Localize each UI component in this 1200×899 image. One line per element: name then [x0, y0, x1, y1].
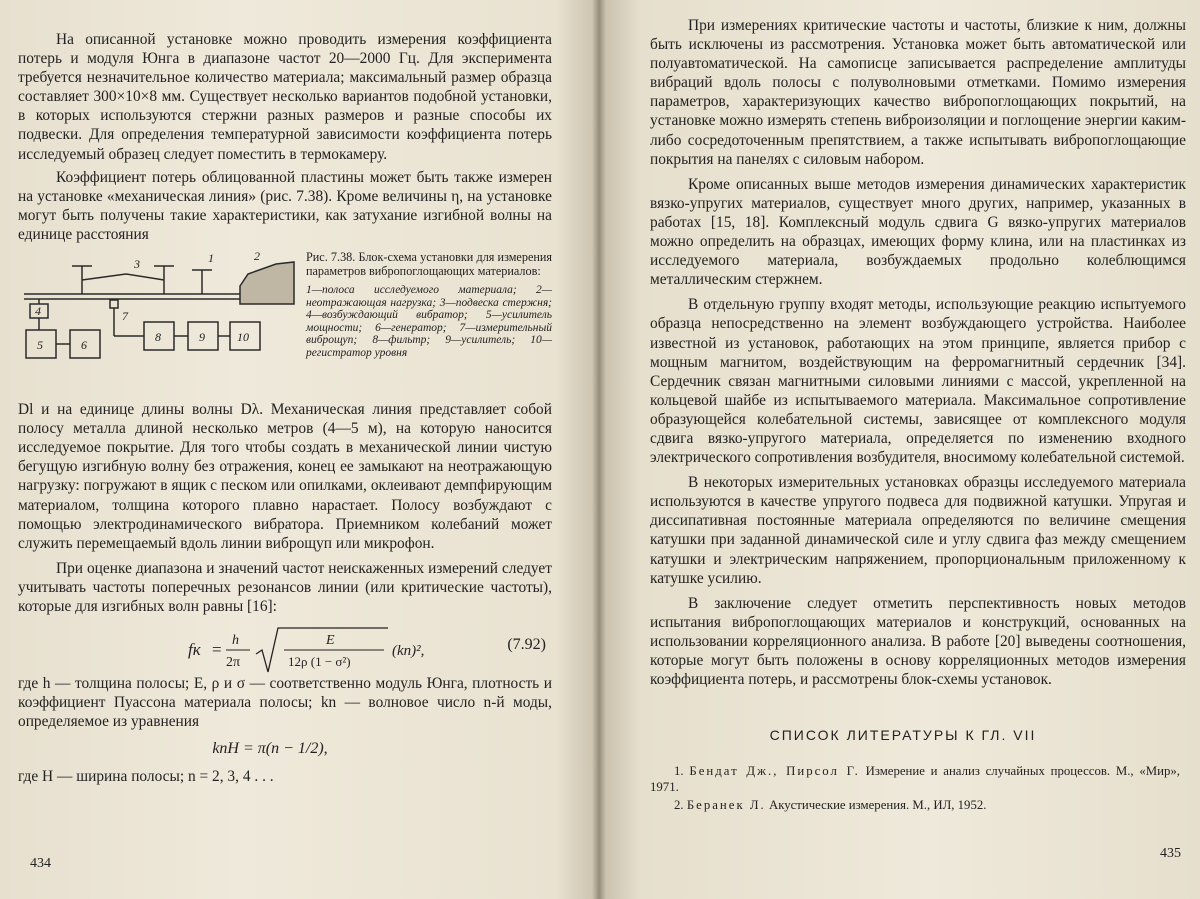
block-diagram: [18, 250, 298, 390]
book-gutter: [592, 0, 606, 899]
paragraph: где H — ширина полосы; n = 2, 3, 4 . . .: [18, 768, 274, 786]
reference-number: 1.: [674, 764, 684, 779]
svg-text:=: =: [212, 640, 222, 660]
equation-number: (7.92): [507, 636, 546, 654]
paragraph: Коэффициент потерь облицованной пластины может быть также измерен на установке «механическая линия» (рис. 7.38). Кроме величины η, на установке могут быть получены такие характеристики, как затухание изгибной волны на единице расстояния: [18, 168, 552, 243]
formula-E: E: [326, 633, 335, 649]
figure-caption: [298, 250, 552, 390]
reference-details: Акустические измерения. М., ИЛ, 1952.: [768, 798, 987, 813]
page-number: 435: [1160, 846, 1181, 861]
paragraph: где h — толщина полосы; E, ρ и σ — соответственно модуль Юнга, плотность и коэффициент Пуассона материала полосы; kn — волновое число n-й моды, определяемое из уравнения: [18, 675, 552, 731]
label-8: 8: [155, 330, 161, 345]
left-page: [0, 0, 598, 899]
formula-kn: knH = π(n − 1/2),: [212, 740, 328, 758]
paragraph: При измерениях критические частоты и частоты, близкие к ним, должны быть исключены из рассмотрения. Установка может быть автоматической или полуавтоматической. На самописце записывается распределение амплитуды вибраций вдоль полосы с полуволновыми отметками. Помимо измерения параметров, характеризующих качество вибропоглощающих покрытий, на установке можно измерять степень виброизоляции и поглощение энергии каким-либо сосредоточенным препятствием, а также испытывать вибропоглощающие покрытия на панелях с силовым набором.: [650, 17, 1186, 168]
paragraph: На описанной установке можно проводить измерения коэффициента потерь и модуля Юнга в диапазоне частот 20—2000 Гц. Для эксперимента требуется незначительное количество материала; максимальный размер образца составляет 300×10×8 мм. Существует несколько вариантов подобной установки, в которых используются стержни разных размеров и разные способы их подвески. Для определения температурной зависимости коэффициента потерь исследуемый образец следует поместить в термокамеру.: [18, 31, 552, 163]
label-5: 5: [37, 338, 43, 353]
label-1: 1: [208, 251, 214, 266]
paragraph: При оценке диапазона и значений частот неискаженных измерений следует учитывать частоты поперечных резонансов линии (или критические частоты), которые для изгибных волн равны [16]:: [18, 559, 552, 615]
paragraph: Кроме описанных выше методов измерения динамических характеристик вязко-упругих материалов, существует много других, например, указанных в работах [15, 18]. Комплексный модуль сдвига G вязко-упругих материалов можно определить на образцах, имеющих форму клина, или на пластинках из исследуемого материала, возбуждаемых продольно колеблющимся металлическим стержнем.: [650, 175, 1186, 289]
bibliography-title: СПИСОК ЛИТЕРАТУРЫ К ГЛ. VII: [769, 727, 1037, 744]
formula-lhs: fк: [188, 640, 201, 660]
paragraph: В некоторых измерительных установках образцы исследуемого материала используются в качестве упругого подвеса для подвижной катушки. Упругая и диссипативная постоянные материала определяются по величине смещения катушки при заданной динамической силе и углу сдвига фаз между смещением катушки и электрическим напряжением, пропорциональным приложенному к катушке усилию.: [650, 474, 1186, 587]
label-6: 6: [81, 338, 87, 353]
formula-7-92: [18, 616, 552, 674]
label-9: 9: [199, 330, 205, 345]
label-3: 3: [134, 257, 140, 272]
label-4: 4: [35, 304, 41, 319]
reference-authors: Бендат Дж., Пирсол Г.: [689, 764, 860, 779]
formula-2pi: 2π: [226, 655, 241, 671]
paragraph: В отдельную группу входят методы, использующие реакцию испытуемого образца непосредственно на элемент возбуждающего устройства. Наиболее известной из установок, работающих на этом принципе, является прибор с мощным магнитом, воздействующим на ферромагнитный сердечник [34]. Сердечник связан магнитными силовыми линиями с массой, укрепленной на кольцевой шайбе из испытываемого материала. Максимальное сопротивление образующейся колебательной системы, зависящее от комплексного модуля сдвига вязко-упругого материала, определяется по изменению входного электрического сопротивления возбудителя, вносимому колебательной системой.: [650, 296, 1186, 467]
label-2: 2: [254, 250, 260, 264]
formula-h: h: [232, 633, 239, 649]
figure-title: Рис. 7.38. Блок-схема установки для измерения параметров вибропоглощающих материалов:: [306, 250, 552, 279]
reference-authors: Беранек Л.: [686, 798, 766, 813]
label-10: 10: [237, 330, 249, 345]
formula-body: [188, 622, 428, 681]
formula-k: (kn)²,: [392, 643, 425, 660]
paragraph: В заключение следует отметить перспективность новых методов испытания вибропоглощающих материалов и конструкций, основанных на использовании корреляционного анализа. В работе [20] выведены соотношения, которые могут быть положены в основу корреляционных методов измерения коэффициента потерь, и рассмотрены блок-схемы установок.: [650, 594, 1186, 689]
formula-denominator: 12ρ (1 − σ²): [288, 654, 351, 670]
reference-item: [650, 797, 1180, 813]
paragraph: Dl и на единице длины волны Dλ. Механическая линия представляет собой полосу металла длиной несколько метров (4—5 м), на которую наносится исследуемое покрытие. Для того чтобы создать в механической линии чистую бегущую изгибную волну без отражения, конец ее замыкают на неотражающую нагрузку: погружают в ящик с песком или опилками, оклеивают демпфирующим материалом, толщина которого плавно нарастает. Полосу возбуждают с помощью электродинамического вибратора. Приемником колебаний может служить перемещаемый вдоль линии виброщуп или микрофон.: [18, 401, 552, 552]
right-page: [598, 0, 1200, 899]
reference-item: [650, 763, 1180, 795]
figure-7-38: [18, 250, 552, 390]
reference-number: 2.: [674, 798, 684, 813]
label-7: 7: [122, 309, 128, 324]
reference-details: Измерение и анализ случайных процессов. М., «Мир», 1971.: [650, 764, 1180, 795]
page-number: 434: [30, 856, 51, 871]
figure-legend: 1—полоса исследуемого материала; 2—неотражающая нагрузка; 3—подвеска стержня; 4—возбуждающий вибратор; 5—усилитель мощности; 6—генератор; 7—измерительный виброщуп; 8—фильтр; 9—усилитель; 10—регистратор уровня: [306, 284, 552, 359]
